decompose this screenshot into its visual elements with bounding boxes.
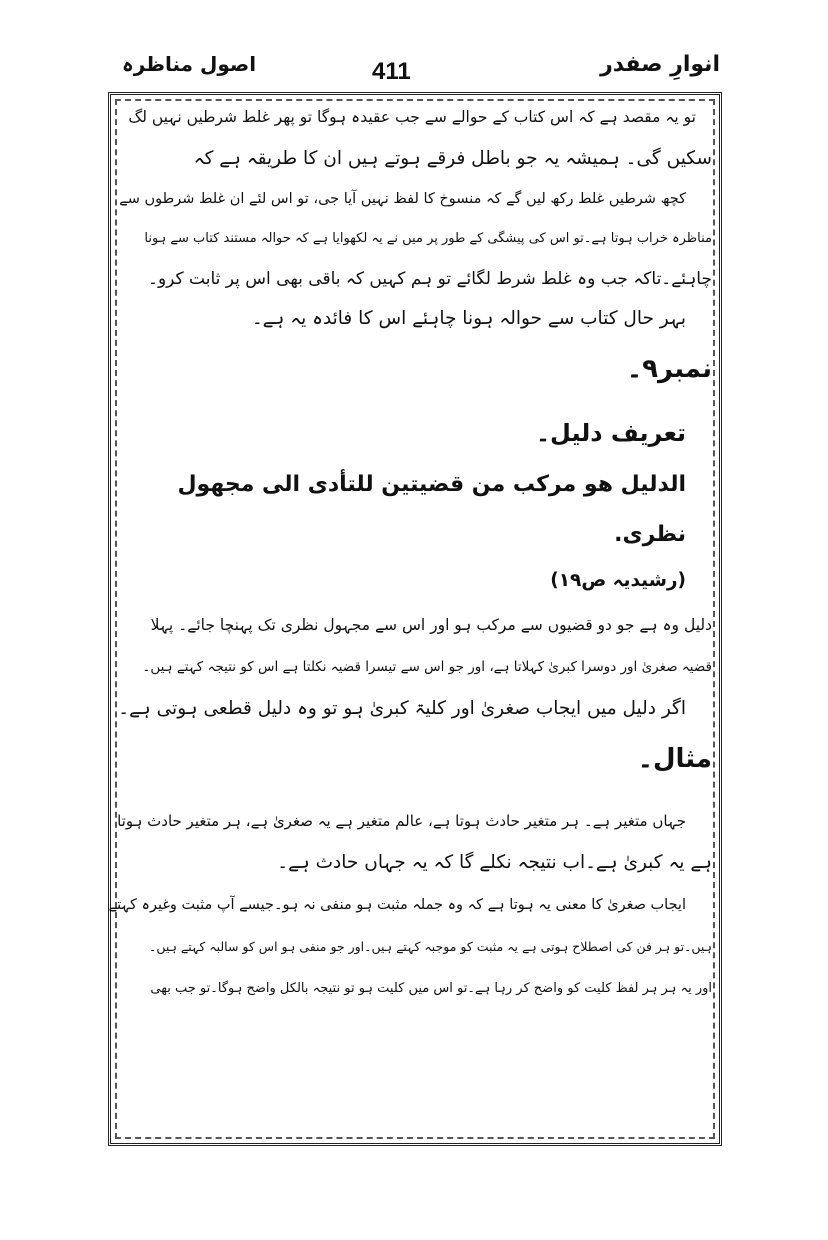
text-line: اور یہ ہر ہر لفظ کلیت کو واضح کر رہا ہے۔تو اس میں کلیت ہو تو نتیجہ بالکل واضح ہوگا۔تو جب بھی <box>150 981 712 996</box>
page-header <box>110 46 720 86</box>
citation: (رشیدیہ ص۱۹) <box>550 570 686 591</box>
text-line: جہاں متغیر ہے۔ ہر متغیر حادث ہوتا ہے، عالم متغیر ہے یہ صغریٰ ہے، ہر متغیر حادث ہوتا <box>117 812 686 830</box>
text-line: اگر دلیل میں ایجاب صغریٰ اور کلیۃ کبریٰ ہو تو وہ دلیل قطعی ہوتی ہے۔ <box>118 698 686 719</box>
text-line: قضیہ صغریٰ اور دوسرا کبریٰ کہلاتا ہے، اور جو اس سے تیسرا قضیہ نکلتا ہے اس کو نتیجہ کہتے ہیں۔ <box>142 659 712 675</box>
definition-heading: تعریف دلیل۔ <box>535 419 686 447</box>
text-line: بہر حال کتاب سے حوالہ ہونا چاہئے اس کا فائدہ یہ ہے۔ <box>251 308 686 329</box>
text-line: ایجاب صغریٰ کا معنی یہ ہوتا ہے کہ وہ جملہ مثبت ہو منفی نہ ہو۔جیسے آپ مثبت وغیرہ کہتے <box>108 897 686 913</box>
text-line: دلیل وہ ہے جو دو قضیوں سے مرکب ہو اور اس سے مجہول نظری تک پہنچا جائے۔ پہلا <box>150 616 712 634</box>
text-line: سکیں گی۔ ہمیشہ یہ جو باطل فرقے ہوتے ہیں ان کا طریقہ ہے کہ <box>193 148 712 169</box>
arabic-definition: الدلیل هو مرکب من قضیتین للتأدی الی مجهول <box>177 472 686 497</box>
arabic-definition-cont: نظری. <box>614 522 686 547</box>
text-line: تو یہ مقصد ہے کہ اس کتاب کے حوالے سے جب عقیدہ ہوگا تو پھر غلط شرطیں نہیں لگ <box>128 108 696 126</box>
text-line: ہے یہ کبریٰ ہے۔اب نتیجہ نکلے گا کہ یہ جہاں حادث ہے۔ <box>277 852 712 873</box>
text-line: کچھ شرطیں غلط رکھ لیں گے کہ منسوخ کا لفظ نہیں آیا جی، تو اس لئے ان غلط شرطوں سے <box>119 191 686 207</box>
page-number: 411 <box>372 58 411 85</box>
section-title: اصول مناظرہ <box>122 52 257 76</box>
book-title: انوارِ صفدر <box>600 52 720 77</box>
section-number-heading: نمبر۹۔ <box>626 354 712 384</box>
text-line: مناظرہ خراب ہوتا ہے۔تو اس کی پیشگی کے طور پر میں نے یہ لکھوایا ہے کہ حوالہ مستند کتاب سے ہونا <box>144 231 712 246</box>
text-line: چاہئے۔تاکہ جب وہ غلط شرط لگائے تو ہم کہیں کہ باقی بھی اس پر ثابت کرو۔ <box>147 269 712 289</box>
example-heading: مثال۔ <box>637 744 712 774</box>
text-line: ہیں۔تو ہر فن کی اصطلاح ہوتی ہے یہ مثبت کو موجبہ کہتے ہیں۔اور جو منفی ہو اس کو سالبہ کہتے ہیں۔ <box>149 939 712 954</box>
